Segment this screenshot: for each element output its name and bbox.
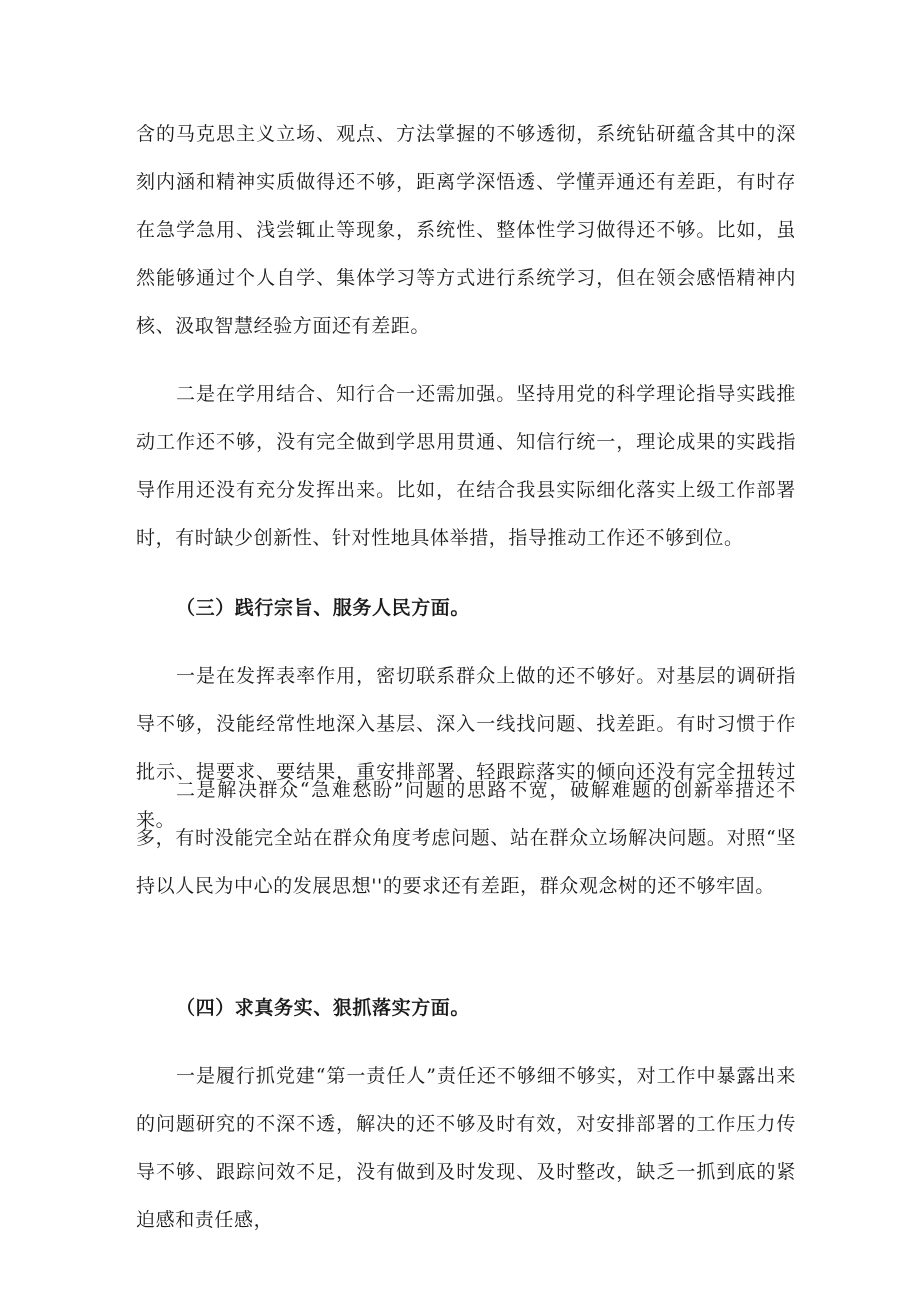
paragraph-party-responsibility: 一是履行抓党建“第一责任人”责任还不够细不够实，对工作中暴露出来的问题研究的不深不透，解决的还不够及时有效，对安排部署的工作压力传导不够、跟踪问效不足，没有做到及时发现、及时整改，缺乏一抓到底的紧迫感和责任感， [136, 1065, 796, 1231]
section-heading-implementation: （四）求真务实、狠抓落实方面。 [176, 997, 471, 1019]
paragraph-study-depth: 含的马克思主义立场、观点、方法掌握的不够透彻，系统钻研蕴含其中的深刻内涵和精神实质做得还不够，距离学深悟透、学懂弄通还有差距，有时存在急学急用、浅尝辄止等现象，系统性、整体性学习做得还不够。比如，虽然能够通过个人自学、集体学习等方式进行系统学习，但在领会感悟精神内核、汲取智慧经验方面还有差距。 [136, 123, 796, 337]
paragraph-learning-application: 二是在学用结合、知行合一还需加强。坚持用党的科学理论指导实践推动工作还不够，没有完全做到学思用贯通、知信行统一，理论成果的实践指导作用还没有充分发挥出来。比如，在结合我县实际细化落实上级工作部署时，有时缺少创新性、针对性地具体举措，指导推动工作还不够到位。 [136, 383, 796, 549]
paragraph-exemplary-role: 一是在发挥表率作用，密切联系群众上做的还不够好。对基层的调研指导不够，没能经常性地深入基层、深入一线找问题、找差距。有时习惯于作批示、提要求、要结果，重安排部署、轻跟踪落实的倾向还没有完全扭转过来。 [136, 665, 796, 831]
paragraph-public-concerns: 二是解决群众“急难愁盼”问题的思路不宽，破解难题的创新举措还不多，有时没能完全站在群众角度考虑问题、站在群众立场解决问题。对照“坚持以人民为中心的发展思想''的要求还有差距，群众观念树的还不够牢固。 [136, 779, 796, 897]
section-heading-serve-people: （三）践行宗旨、服务人民方面。 [176, 597, 471, 619]
